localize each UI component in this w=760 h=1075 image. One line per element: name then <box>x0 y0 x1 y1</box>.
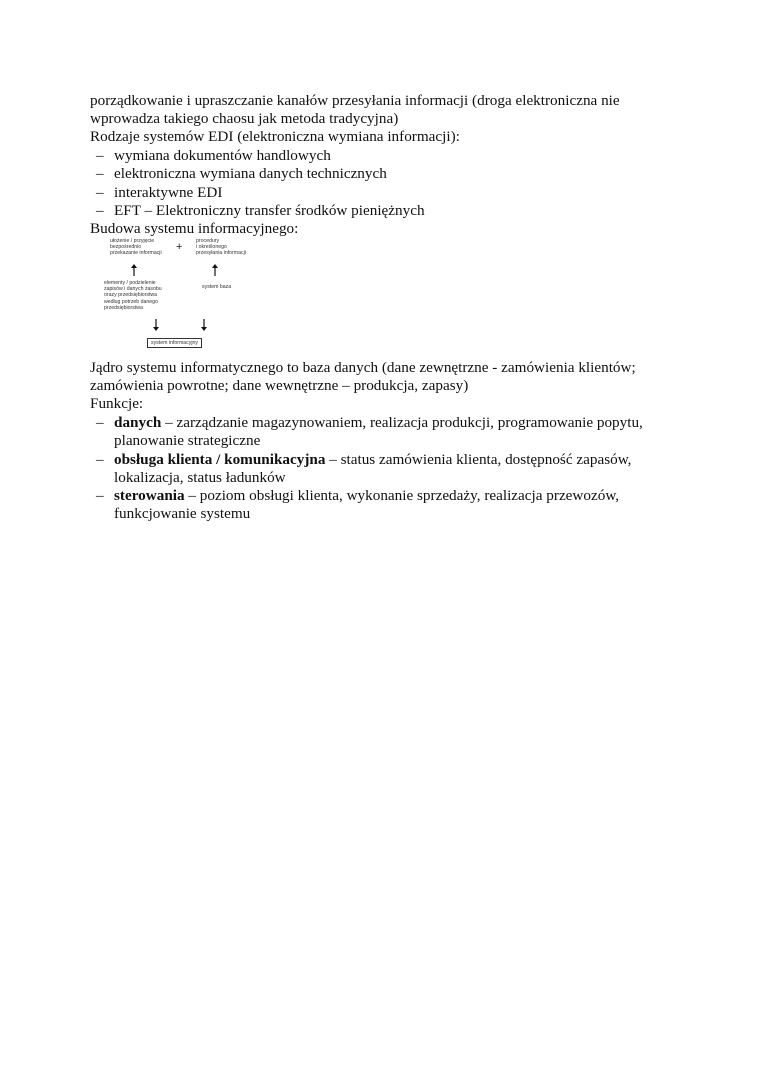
bullet-dash: – <box>96 414 104 431</box>
function-item <box>114 487 619 505</box>
structure-heading: Budowa systemu informacyjnego: <box>90 220 299 237</box>
functions-heading: Funkcje: <box>90 395 144 412</box>
bullet-dash: – <box>96 147 104 164</box>
edi-heading: Rodzaje systemów EDI (elektroniczna wymiana informacji): <box>90 128 460 145</box>
function-item-cont: planowanie strategiczne <box>114 432 261 449</box>
down-arrow-right-icon <box>200 319 208 331</box>
bullet-dash: – <box>96 184 104 201</box>
core-line-1: Jądro systemu informatycznego to baza danych (dane zewnętrzne - zamówienia klientów; <box>90 359 636 376</box>
down-arrow-left-icon <box>152 319 160 331</box>
function-term: obsługa klienta / komunikacyjna <box>114 451 326 468</box>
function-item <box>114 414 643 432</box>
bullet-dash: – <box>96 487 104 504</box>
function-item <box>114 451 631 469</box>
diagram-top-left-text: ułożenie / przyjęcie bezpośrednio przekazanie informacji <box>110 238 162 257</box>
function-desc: – zarządzanie magazynowaniem, realizacja produkcji, programowanie popytu, <box>161 414 643 431</box>
edi-item: EFT – Elektroniczny transfer środków pieniężnych <box>114 202 425 219</box>
intro-line-1: porządkowanie i upraszczanie kanałów przesyłania informacji (droga elektroniczna nie <box>90 92 620 109</box>
system-structure-diagram <box>90 236 270 358</box>
function-desc: – status zamówienia klienta, dostępność zapasów, <box>325 451 632 468</box>
up-arrow-left-icon <box>130 264 138 277</box>
diagram-mid-right-text: system baza <box>202 284 232 290</box>
function-item-cont: lokalizacja, status ładunków <box>114 469 286 486</box>
bullet-dash: – <box>96 202 104 219</box>
function-item-cont: funkcjowanie systemu <box>114 505 251 522</box>
diagram-bottom-box: system informacyjny <box>147 338 202 348</box>
bullet-dash: – <box>96 165 104 182</box>
edi-item: elektroniczna wymiana danych technicznych <box>114 165 387 182</box>
function-term: sterowania <box>114 487 185 504</box>
up-arrow-right-icon <box>211 264 219 277</box>
diagram-top-right-text: procedury i określonego przesyłania informacji <box>196 238 246 257</box>
edi-item: wymiana dokumentów handlowych <box>114 147 331 164</box>
core-line-2: zamówienia powrotne; dane wewnętrzne – produkcja, zapasy) <box>90 377 469 394</box>
plus-sign: + <box>176 241 183 253</box>
function-term: danych <box>114 414 162 431</box>
diagram-mid-left-text: elementy / podzielenie zapisów i danych zasobu orazy przedsiębiorstwa według potrzeb danego przedsiębiorstwa <box>104 280 162 311</box>
intro-line-2: wprowadza takiego chaosu jak metoda tradycyjna) <box>90 110 399 127</box>
bullet-dash: – <box>96 451 104 468</box>
edi-item: interaktywne EDI <box>114 184 223 201</box>
function-desc: – poziom obsługi klienta, wykonanie sprzedaży, realizacja przewozów, <box>184 487 620 504</box>
